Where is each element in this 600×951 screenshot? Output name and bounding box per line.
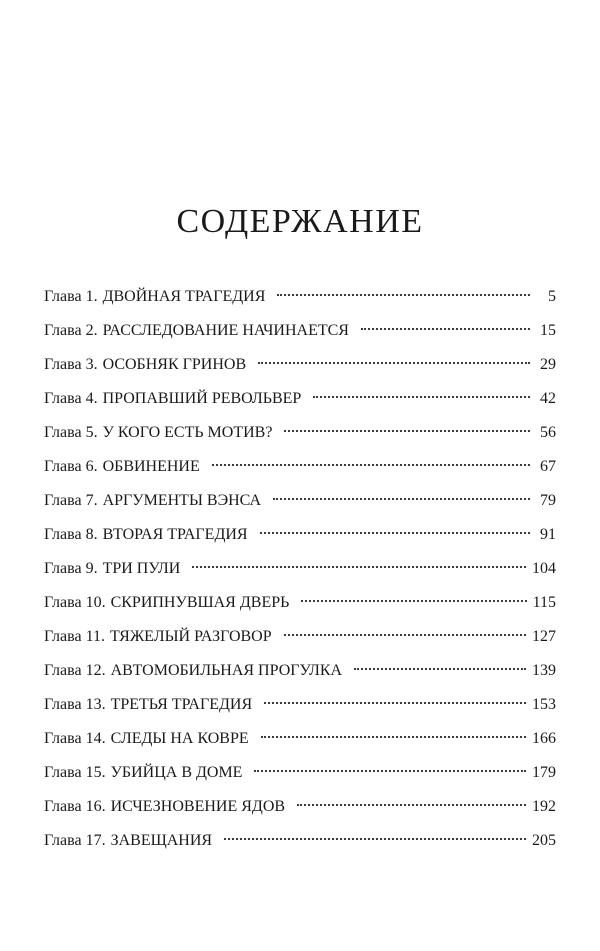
dot-leader (301, 600, 526, 602)
page-number: 79 (540, 492, 556, 509)
dot-leader (361, 328, 530, 330)
chapter-title: ТРЕТЬЯ ТРАГЕДИЯ (110, 696, 253, 713)
page-number: 115 (532, 594, 556, 611)
page-number: 29 (540, 356, 556, 373)
page-number: 42 (540, 390, 556, 407)
page-number: 192 (532, 798, 556, 815)
chapter-number: Глава 5. (44, 424, 98, 441)
dot-leader (313, 396, 530, 398)
page-number: 67 (540, 458, 556, 475)
toc-entry[interactable] (44, 589, 556, 623)
chapter-number: Глава 6. (44, 458, 98, 475)
chapter-title: РАССЛЕДОВАНИЕ НАЧИНАЕТСЯ (102, 322, 349, 339)
chapter-title: ТРИ ПУЛИ (102, 560, 181, 577)
chapter-number: Глава 1. (44, 288, 98, 305)
dot-leader (273, 498, 530, 500)
chapter-title: ПРОПАВШИЙ РЕВОЛЬВЕР (102, 390, 302, 407)
chapter-title: СЛЕДЫ НА КОВРЕ (110, 730, 249, 747)
toc-entry[interactable] (44, 487, 556, 521)
chapter-number: Глава 13. (44, 696, 106, 713)
dot-leader (264, 702, 526, 704)
dot-leader (297, 804, 526, 806)
dot-leader (284, 430, 530, 432)
chapter-number: Глава 4. (44, 390, 98, 407)
toc-entry[interactable] (44, 555, 556, 589)
chapter-number: Глава 11. (44, 628, 105, 645)
page-number: 15 (540, 322, 556, 339)
chapter-title: У КОГО ЕСТЬ МОТИВ? (102, 424, 273, 441)
dot-leader (192, 566, 526, 568)
page-number: 179 (532, 764, 556, 781)
chapter-number: Глава 7. (44, 492, 98, 509)
chapter-title: ИСЧЕЗНОВЕНИЕ ЯДОВ (110, 798, 286, 815)
dot-leader (224, 838, 526, 840)
toc-entry[interactable] (44, 521, 556, 555)
chapter-title: АРГУМЕНТЫ ВЭНСА (102, 492, 262, 509)
chapter-title: ЗАВЕЩАНИЯ (110, 832, 213, 849)
chapter-number: Глава 14. (44, 730, 106, 747)
page-number: 5 (548, 288, 556, 305)
chapter-title: ДВОЙНАЯ ТРАГЕДИЯ (102, 288, 266, 305)
chapter-title: ТЯЖЕЛЫЙ РАЗГОВОР (109, 628, 272, 645)
chapter-number: Глава 2. (44, 322, 98, 339)
chapter-title: ОБВИНЕНИЕ (102, 458, 200, 475)
dot-leader (254, 770, 526, 772)
page-number: 166 (532, 730, 556, 747)
chapter-number: Глава 16. (44, 798, 106, 815)
toc-entry[interactable] (44, 657, 556, 691)
chapter-number: Глава 9. (44, 560, 98, 577)
toc-entry[interactable] (44, 725, 556, 759)
toc-entry[interactable] (44, 691, 556, 725)
toc-entry[interactable] (44, 385, 556, 419)
chapter-number: Глава 8. (44, 526, 98, 543)
page-number: 205 (532, 832, 556, 849)
page-number: 127 (532, 628, 556, 645)
page-number: 139 (532, 662, 556, 679)
toc-entry[interactable] (44, 623, 556, 657)
page-number: 153 (532, 696, 556, 713)
toc-entry[interactable] (44, 317, 556, 351)
toc-entry[interactable] (44, 283, 556, 317)
toc-entry[interactable] (44, 419, 556, 453)
toc-entry[interactable] (44, 793, 556, 827)
toc-entry[interactable] (44, 453, 556, 487)
toc-entry[interactable] (44, 759, 556, 793)
table-of-contents (44, 283, 556, 861)
chapter-title: ОСОБНЯК ГРИНОВ (102, 356, 247, 373)
chapter-number: Глава 15. (44, 764, 106, 781)
dot-leader (284, 634, 526, 636)
chapter-title: ВТОРАЯ ТРАГЕДИЯ (102, 526, 248, 543)
chapter-title: СКРИПНУВШАЯ ДВЕРЬ (110, 594, 290, 611)
chapter-title: УБИЙЦА В ДОМЕ (110, 764, 243, 781)
dot-leader (258, 362, 530, 364)
page-number: 104 (532, 560, 556, 577)
chapter-title: АВТОМОБИЛЬНАЯ ПРОГУЛКА (110, 662, 343, 679)
chapter-number: Глава 17. (44, 832, 106, 849)
toc-entry[interactable] (44, 827, 556, 861)
chapter-number: Глава 3. (44, 356, 98, 373)
dot-leader (212, 464, 530, 466)
page-number: 56 (540, 424, 556, 441)
chapter-number: Глава 12. (44, 662, 106, 679)
dot-leader (277, 294, 530, 296)
page-title: СОДЕРЖАНИЕ (176, 203, 424, 240)
chapter-number: Глава 10. (44, 594, 106, 611)
toc-entry[interactable] (44, 351, 556, 385)
dot-leader (354, 668, 526, 670)
page-number: 91 (540, 526, 556, 543)
dot-leader (260, 532, 530, 534)
dot-leader (261, 736, 526, 738)
